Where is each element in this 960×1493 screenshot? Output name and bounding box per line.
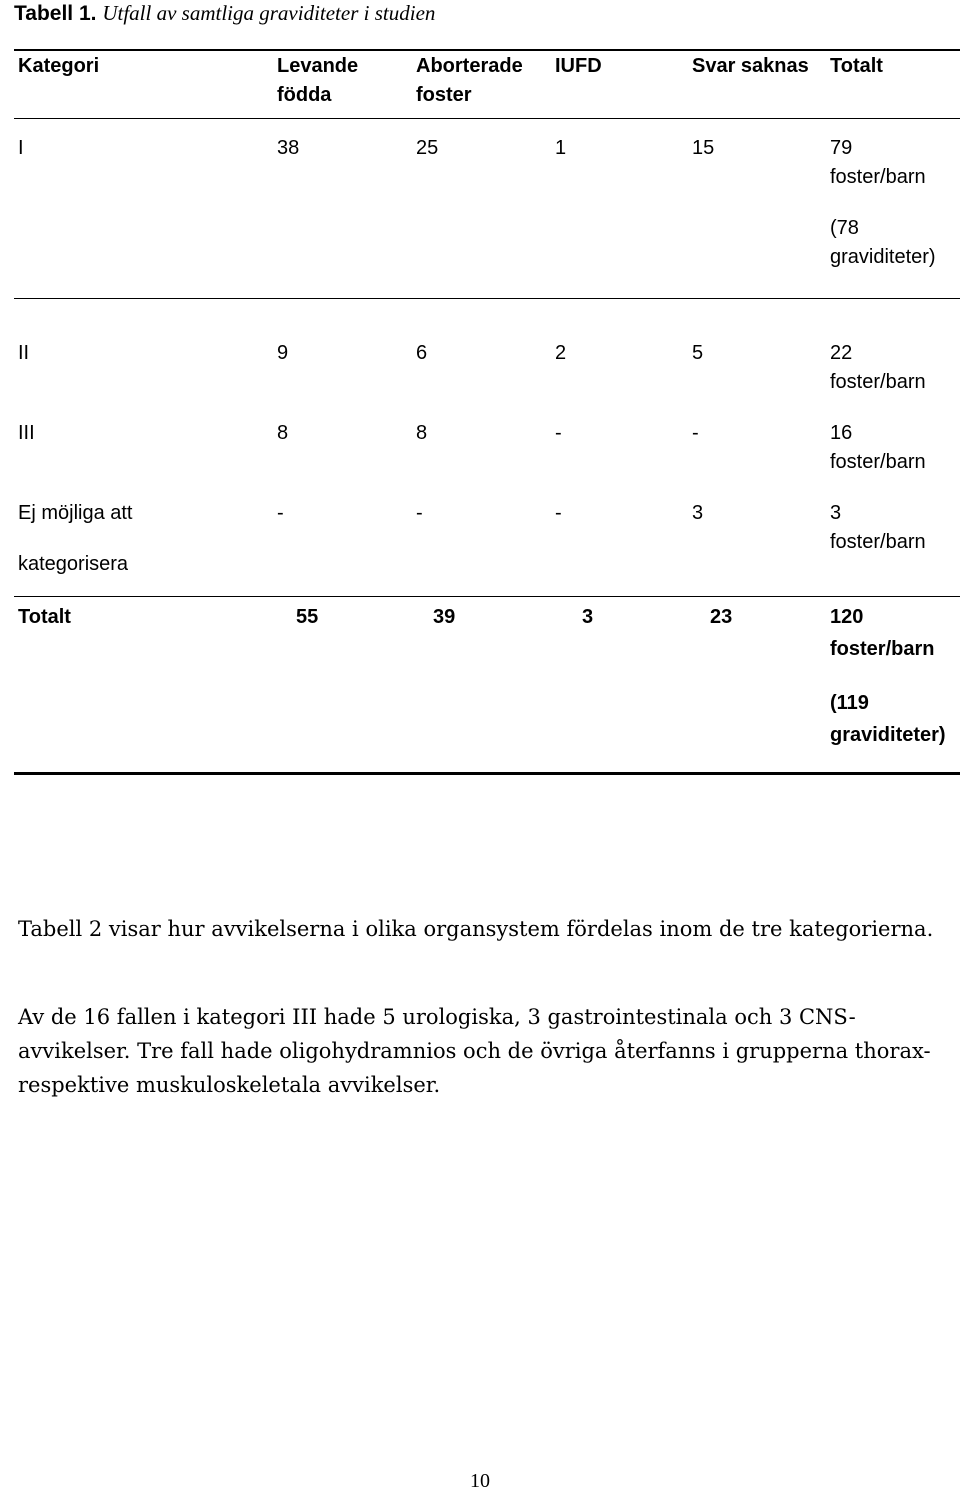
total-aborterade: 39 (433, 606, 456, 628)
row-ii-total-count: 22 (830, 342, 853, 364)
total-iufd: 3 (582, 606, 594, 628)
row-ej-iufd: - (555, 502, 562, 524)
row-i-preg-unit: graviditeter) (830, 246, 936, 268)
row-ii-kategori: II (18, 342, 30, 364)
row-i-iufd: 1 (555, 137, 567, 159)
row-ej-kategori-line1: Ej möjliga att (18, 502, 133, 524)
row-iii-iufd: - (555, 422, 562, 444)
row-ii-levande: 9 (277, 342, 289, 364)
row-i-total-unit: foster/barn (830, 166, 926, 188)
header-svar-saknas: Svar saknas (692, 55, 809, 77)
header-aborterade: Aborterade (416, 55, 523, 77)
row-iii-total-unit: foster/barn (830, 451, 926, 473)
total-label: Totalt (18, 606, 71, 628)
total-preg-count: (119 (830, 692, 869, 714)
row-i-svar: 15 (692, 137, 715, 159)
row-ej-levande: - (277, 502, 284, 524)
row-iii-kategori: III (18, 422, 35, 444)
row-ii-iufd: 2 (555, 342, 567, 364)
paragraph-2: Av de 16 fallen i kategori III hade 5 urologiska, 3 gastrointestinala och 3 CNS-avvikelser. Tre fall hade oligohydramnios och de övriga återfanns i grupperna thorax- respektive muskuloskeletala avvikelser. (18, 1005, 931, 1097)
row-i-rule (14, 298, 960, 299)
header-totalt: Totalt (830, 55, 883, 77)
total-rule (14, 596, 960, 597)
row-i-preg-count: (78 (830, 217, 859, 239)
total-total-count: 120 (830, 606, 864, 628)
row-ii-total-unit: foster/barn (830, 371, 926, 393)
caption-text: Utfall av samtliga graviditeter i studien (102, 1, 436, 25)
total-levande: 55 (296, 606, 319, 628)
header-iufd: IUFD (555, 55, 602, 77)
row-i-total-count: 79 (830, 137, 853, 159)
row-i-kategori: I (18, 137, 24, 159)
row-ej-aborterade: - (416, 502, 423, 524)
total-total-unit: foster/barn (830, 638, 935, 660)
header-kategori: Kategori (18, 55, 100, 77)
table-caption (14, 0, 435, 27)
row-ii-svar: 5 (692, 342, 704, 364)
row-ii-aborterade: 6 (416, 342, 428, 364)
row-iii-levande: 8 (277, 422, 289, 444)
table-bottom-rule (14, 772, 960, 775)
header-foster: foster (416, 84, 472, 106)
total-svar: 23 (710, 606, 733, 628)
row-ej-total-unit: foster/barn (830, 531, 926, 553)
paragraph-1: Tabell 2 visar hur avvikelserna i olika organsystem fördelas inom de tre kategorierna. (18, 917, 934, 941)
total-preg-unit: graviditeter) (830, 724, 946, 746)
header-fodda: födda (277, 84, 332, 106)
page-number: 10 (470, 1470, 490, 1492)
row-iii-svar: - (692, 422, 699, 444)
row-ej-kategori-line2: kategorisera (18, 553, 129, 575)
header-levande: Levande (277, 55, 359, 77)
row-i-aborterade: 25 (416, 137, 439, 159)
row-iii-total-count: 16 (830, 422, 853, 444)
row-ej-svar: 3 (692, 502, 704, 524)
caption-label: Tabell 1. (14, 2, 97, 25)
row-iii-aborterade: 8 (416, 422, 428, 444)
table-top-rule (14, 49, 960, 51)
header-rule (14, 118, 960, 119)
row-ej-total-count: 3 (830, 502, 842, 524)
row-i-levande: 38 (277, 137, 300, 159)
